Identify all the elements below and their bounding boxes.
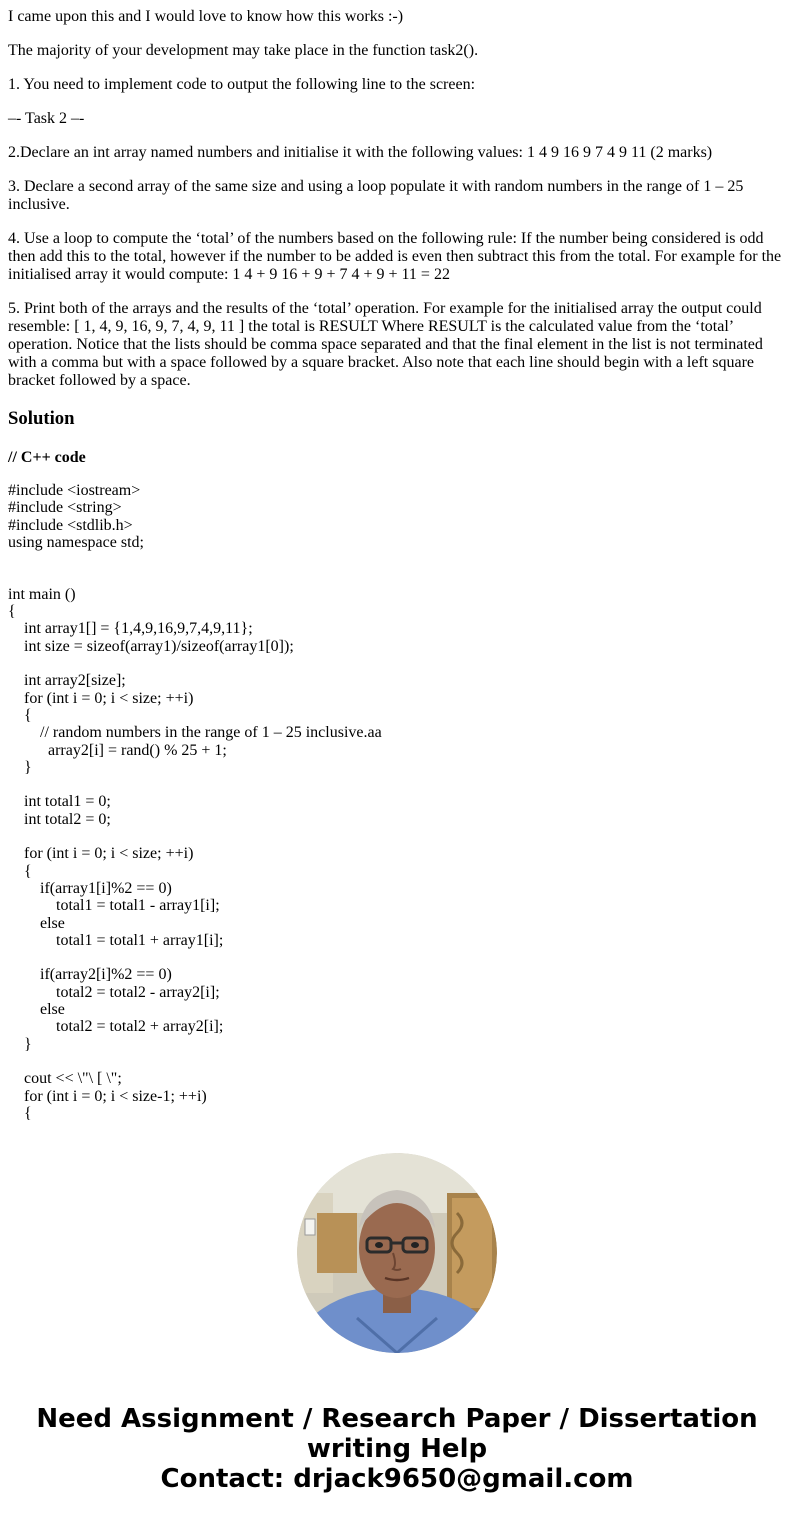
code-line: } — [8, 1035, 32, 1053]
footer-line-2: writing Help — [306, 1434, 488, 1464]
footer-line-3: Contact: drjack9650@gmail.com — [160, 1464, 634, 1494]
code-line: total2 = total2 + array2[i]; — [8, 1018, 224, 1036]
code-line: total1 = total1 + array1[i]; — [8, 931, 224, 949]
code-line: int main () — [8, 585, 76, 603]
step-3-text: 3. Declare a second array of the same size and using a loop populate it with random numbers in the range of 1 – 25 inclusive. — [8, 178, 744, 213]
code-line: { — [8, 706, 32, 724]
code-line: if(array2[i]%2 == 0) — [8, 966, 172, 984]
code-line: #include <stdlib.h> — [8, 516, 133, 534]
code-language-comment: // C++ code — [8, 449, 86, 466]
code-line: int total2 = 0; — [8, 810, 111, 828]
code-line: else — [8, 1001, 65, 1018]
code-line: using namespace std; — [8, 533, 144, 551]
code-line: } — [8, 758, 32, 776]
code-line: for (int i = 0; i < size-1; ++i) — [8, 1087, 207, 1105]
footer-line-1: Need Assignment / Research Paper / Dissertation — [36, 1404, 758, 1434]
code-line: total2 = total2 - array2[i]; — [8, 983, 220, 1001]
code-line: #include <iostream> — [8, 482, 141, 499]
step-2-text: 2.Declare an int array named numbers and initialise it with the following values: 1 4 9 16 9 7 4 9 11 (2 marks) — [8, 144, 713, 161]
code-line: int size = sizeof(array1)/sizeof(array1[0]); — [8, 637, 294, 655]
code-line: array2[i] = rand() % 25 + 1; — [8, 741, 227, 759]
code-line: int array1[] = {1,4,9,16,9,7,4,9,11}; — [8, 620, 253, 638]
code-line: { — [8, 603, 16, 621]
code-line: { — [8, 862, 32, 880]
solution-heading: Solution — [8, 408, 75, 429]
code-line: for (int i = 0; i < size; ++i) — [8, 845, 194, 863]
majority-text: The majority of your development may take place in the function task2(). — [8, 42, 479, 59]
step-1-text: 1. You need to implement code to output the following line to the screen: — [8, 76, 476, 93]
code-block — [8, 482, 786, 1122]
code-line: for (int i = 0; i < size; ++i) — [8, 689, 194, 707]
step-4-text: 4. Use a loop to compute the ‘total’ of the numbers based on the following rule: If the number being considered is odd then add this to the total, however if the number to be added is even then subtract this from the total. For example for the initialised array it would compute: 1 4 + 9 16 + 9 + 7 4 + 9 + 11 = 22 — [8, 230, 782, 283]
step-5-text: 5. Print both of the arrays and the results of the ‘total’ operation. For example for the initialised array the output could resemble: [ 1, 4, 9, 16, 9, 7, 4, 9, 11 ] the total is RESULT Where RESULT is the calculated value from the ‘total’ operation. Notice that the lists should be comma space separated and that the final element in the list is not terminated with a comma but with a space followed by a square bracket. Also note that each line should begin with a left square bracket followed by a space. — [8, 300, 763, 389]
code-line: if(array1[i]%2 == 0) — [8, 879, 172, 897]
code-line: total1 = total1 - array1[i]; — [8, 897, 220, 915]
code-line: #include <string> — [8, 499, 122, 517]
code-line: cout << \"\ [ \"; — [8, 1070, 122, 1088]
code-line: { — [8, 1104, 32, 1122]
code-line: // random numbers in the range of 1 – 25 inclusive.aa — [8, 724, 382, 742]
contact-footer — [0, 1404, 794, 1494]
author-avatar — [297, 1153, 497, 1353]
intro-text: I came upon this and I would love to know how this works :-) — [8, 8, 404, 25]
author-portrait-icon — [297, 1153, 497, 1353]
code-line: else — [8, 914, 65, 932]
code-line: int total1 = 0; — [8, 793, 111, 811]
code-line: int array2[size]; — [8, 672, 126, 690]
task-line-text: –- Task 2 –- — [8, 110, 85, 127]
